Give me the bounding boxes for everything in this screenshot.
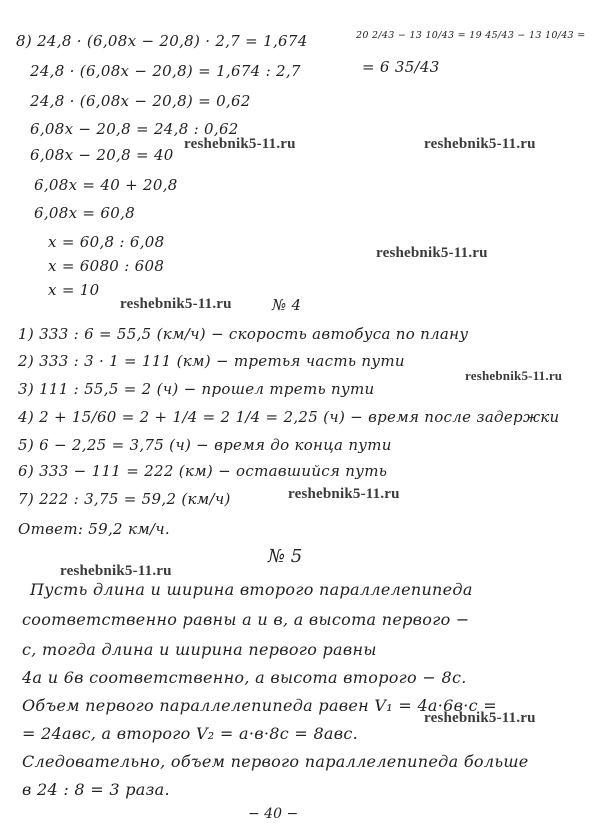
equation-line: 6,08x − 20,8 = 24,8 : 0,62 — [30, 120, 239, 138]
watermark: reshebnik5-11.ru — [376, 245, 488, 261]
task-5-line: соответственно равны а и в, а высота первого − — [22, 610, 470, 629]
watermark: reshebnik5-11.ru — [184, 136, 296, 152]
task-5-line: Объем первого параллелепипеда равен V₁ = 4а·6в·с = — [22, 696, 497, 715]
task-5-heading: № 5 — [268, 546, 303, 567]
fraction-calc-line: = 6 35/43 — [362, 58, 440, 76]
equation-line: 8) 24,8 · (6,08x − 20,8) · 2,7 = 1,674 — [16, 32, 308, 50]
watermark: reshebnik5-11.ru — [465, 368, 563, 383]
task-4-step: 7) 222 : 3,75 = 59,2 (км/ч) — [18, 490, 231, 508]
page-number: − 40 − — [248, 806, 299, 822]
equation-line: 24,8 · (6,08x − 20,8) = 1,674 : 2,7 — [30, 62, 301, 80]
watermark: reshebnik5-11.ru — [120, 296, 232, 312]
equation-line: x = 60,8 : 6,08 — [48, 233, 165, 251]
task-4-step: 2) 333 : 3 · 1 = 111 (км) − третья часть пути — [18, 352, 405, 370]
equation-line: x = 6080 : 608 — [48, 257, 165, 275]
task-5-line: 4а и 6в соответственно, а высота второго − 8с. — [22, 668, 467, 687]
task-4-heading: № 4 — [272, 296, 302, 314]
equation-line: 24,8 · (6,08x − 20,8) = 0,62 — [30, 92, 251, 110]
equation-line: 6,08x = 60,8 — [34, 204, 135, 222]
watermark: reshebnik5-11.ru — [60, 563, 172, 579]
task-4-step: 4) 2 + 15/60 = 2 + 1/4 = 2 1/4 = 2,25 (ч) − время после задержки — [18, 408, 560, 426]
task-4-step: 1) 333 : 6 = 55,5 (км/ч) − скорость автобуса по плану — [18, 325, 469, 343]
task-5-line: в 24 : 8 = 3 раза. — [22, 780, 170, 799]
task-4-step: 6) 333 − 111 = 222 (км) − оставшийся путь — [18, 462, 388, 480]
equation-line: x = 10 — [48, 281, 100, 299]
equation-line: 6,08x = 40 + 20,8 — [34, 176, 178, 194]
fraction-calc-line: 20 2/43 − 13 10/43 = 19 45/43 − 13 10/43 = — [356, 30, 586, 41]
watermark: reshebnik5-11.ru — [288, 486, 400, 502]
task-4-step: 3) 111 : 55,5 = 2 (ч) − прошел треть пути — [18, 380, 375, 398]
task-5-line: = 24авс, а второго V₂ = а·в·8с = 8авс. — [22, 724, 359, 743]
equation-line: 6,08x − 20,8 = 40 — [30, 146, 174, 164]
task-5-line: Следовательно, объем первого параллелепипеда больше — [22, 752, 529, 771]
task-5-line: с, тогда длина и ширина первого равны — [22, 640, 377, 659]
task-4-step: 5) 6 − 2,25 = 3,75 (ч) − время до конца пути — [18, 436, 392, 454]
task-5-line: Пусть длина и ширина второго параллелепипеда — [30, 580, 473, 599]
task-4-answer: Ответ: 59,2 км/ч. — [18, 520, 170, 538]
watermark: reshebnik5-11.ru — [424, 136, 536, 152]
watermark: reshebnik5-11.ru — [424, 710, 536, 726]
